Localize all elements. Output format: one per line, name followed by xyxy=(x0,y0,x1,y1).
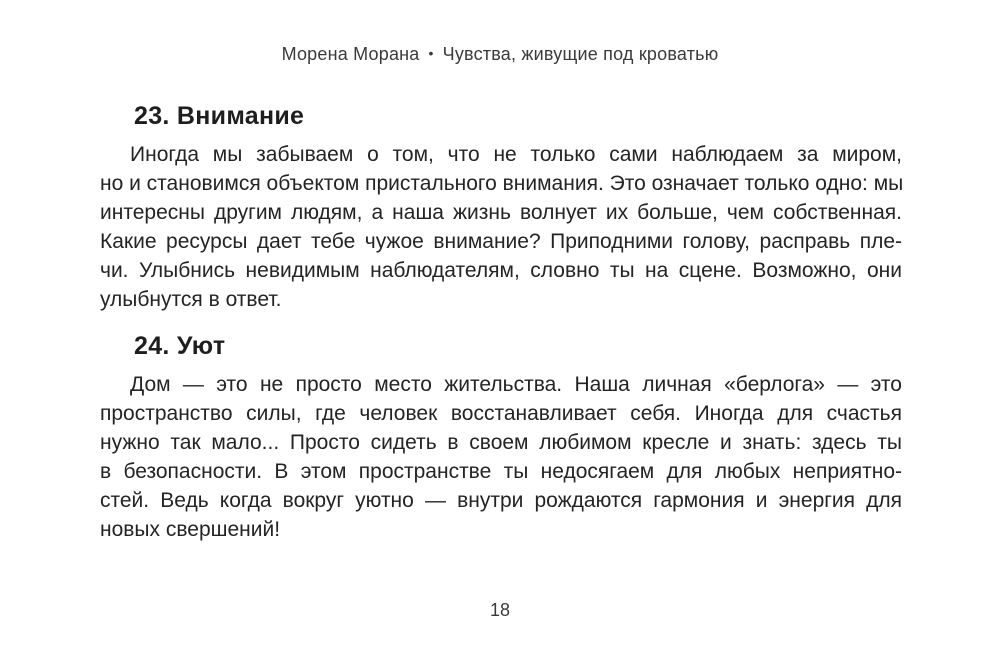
paragraph-line: стей. Ведь когда вокруг уютно — внутри рождаются гармония и энергия для xyxy=(100,489,902,512)
paragraph-line: интересны другим людям, а наша жизнь волнует их больше, чем собственная. xyxy=(100,201,902,224)
header-author: Морена Морана xyxy=(281,44,420,64)
paragraph-line: в безопасности. В этом пространстве ты недосягаем для любых неприятно- xyxy=(100,460,902,483)
header-separator: • xyxy=(428,45,434,61)
page-content xyxy=(100,98,902,558)
paragraph-line: пространство силы, где человек восстанавливает себя. Иногда для счастья xyxy=(100,402,902,425)
page-number: 18 xyxy=(489,600,511,620)
section-heading: 24. Уют xyxy=(134,332,226,360)
paragraph-line: улыбнутся в ответ. xyxy=(100,288,282,311)
section-heading: 23. Внимание xyxy=(134,102,305,130)
section-paragraph xyxy=(100,370,902,544)
paragraph-line: чи. Улыбнись невидимым наблюдателям, словно ты на сцене. Возможно, они xyxy=(100,259,902,282)
paragraph-line: новых свершений! xyxy=(100,518,281,541)
header-book-title: Чувства, живущие под кроватью xyxy=(442,44,719,64)
section-comfort xyxy=(100,328,902,544)
paragraph-line: но и становимся объектом пристального внимания. Это означает только одно: мы xyxy=(100,172,904,195)
paragraph-line: Какие ресурсы дает тебе чужое внимание? Приподними голову, расправь пле- xyxy=(100,230,902,253)
paragraph-line: Иногда мы забываем о том, что не только сами наблюдаем за миром, xyxy=(130,143,902,166)
section-paragraph xyxy=(100,140,902,314)
running-header xyxy=(0,44,1000,65)
section-attention xyxy=(100,98,902,314)
paragraph-line: Дом — это не просто место жительства. Наша личная «берлога» — это xyxy=(130,373,902,396)
paragraph-line: нужно так мало... Просто сидеть в своем любимом кресле и знать: здесь ты xyxy=(100,431,902,454)
